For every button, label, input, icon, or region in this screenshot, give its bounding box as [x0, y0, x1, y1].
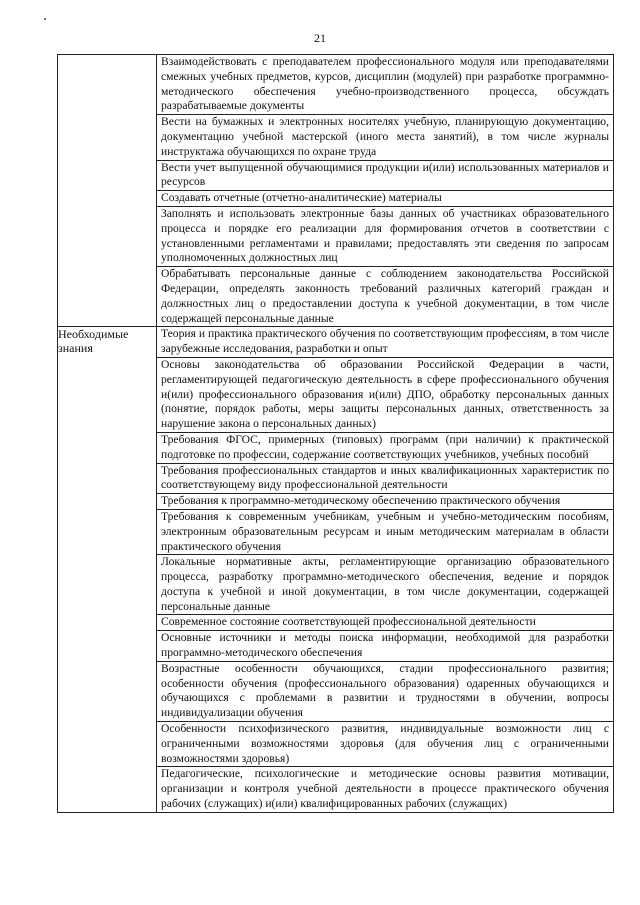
section-label: Необходимые знания — [58, 327, 157, 813]
list-item: Теория и практика практического обучения по соответствующим профессиям, в том числе зарубежные исследования, разработки и опыт — [157, 327, 613, 358]
section-items — [157, 55, 614, 327]
list-item: Вести на бумажных и электронных носителях учебную, планирующую документацию, документацию учебной мастерской (иного места занятий), в том числе журналы инструктажа обучающихся по охране труда — [157, 115, 613, 160]
list-item: Требования профессиональных стандартов и иных квалификационных характеристик по соответствующему виду профессиональной деятельности — [157, 464, 613, 495]
list-item: Создавать отчетные (отчетно-аналитические) материалы — [157, 191, 613, 207]
list-item: Современное состояние соответствующей профессиональной деятельности — [157, 615, 613, 631]
section-row — [58, 55, 614, 327]
list-item: Требования к программно-методическому обеспечению практического обучения — [157, 494, 613, 510]
list-item: Заполнять и использовать электронные базы данных об участниках образовательного процесса и порядке его реализации для формирования отчетов в соответствии с установленными регламентами и правилами; предоставлять эти сведения по запросам уполномоченных должностных лиц — [157, 207, 613, 267]
competency-table — [57, 54, 614, 813]
list-item: Возрастные особенности обучающихся, стадии профессионального развития; особенности обучения (профессионального образования) одаренных обучающихся и обучающихся с проблемами в развитии и трудностями в обучении, вопросы индивидуализации обучения — [157, 662, 613, 722]
list-item: Требования ФГОС, примерных (типовых) программ (при наличии) к практической подготовке по профессии, содержание соответствующих учебников, учебных пособий — [157, 433, 613, 464]
section-row — [58, 327, 614, 813]
list-item: Обрабатывать персональные данные с соблюдением законодательства Российской Федерации, определять законность требований различных категорий граждан и должностных лиц о предоставлении доступа к учебной документации, в том числе содержащей персональные данные — [161, 267, 609, 325]
list-item: Взаимодействовать с преподавателем профессионального модуля или преподавателями смежных учебных предметов, курсов, дисциплин (модулей) при разработке программно-методического обеспечения учебно-производственного процесса, обсуждать разрабатываемые документы — [157, 55, 613, 115]
list-item: Вести учет выпущенной обучающимися продукции и(или) использованных материалов и ресурсов — [157, 161, 613, 192]
page-number: 21 — [314, 31, 326, 45]
list-item: Особенности психофизического развития, индивидуальные возможности лиц с ограниченными возможностями здоровья (для обучения лиц с ограниченными возможностями здоровья) — [157, 722, 613, 767]
table-body — [58, 55, 614, 813]
list-item: Педагогические, психологические и методические основы развития мотивации, организации и контроля учебной деятельности в процессе практического обучения рабочих (служащих) и(или) квалифицированных рабочих (служащих) — [161, 767, 609, 811]
list-item: Требования к современным учебникам, учебным и учебно-методическим пособиям, электронным образовательным ресурсам и иным методическим материалам в области практического обучения — [157, 510, 613, 555]
list-item: Основные источники и методы поиска информации, необходимой для разработки программно-методического обеспечения — [157, 631, 613, 662]
scan-speck — [44, 18, 46, 20]
section-label — [58, 55, 157, 327]
list-item: Локальные нормативные акты, регламентирующие организацию образовательного процесса, разработку программно-методического обеспечения, ведение и порядок доступа к учебной и иной документации, в том числе документации, содержащей персональные данные — [157, 555, 613, 615]
section-items — [157, 327, 614, 813]
list-item: Основы законодательства об образовании Российской Федерации в части, регламентирующей педагогическую деятельность в сфере профессионального обучения и(или) профессионального образования и(или) ДПО, обработку персональных данных (понятие, порядок работы, меры защиты персональных данных, ответственность за нарушение закона о персональных данных) — [157, 358, 613, 433]
